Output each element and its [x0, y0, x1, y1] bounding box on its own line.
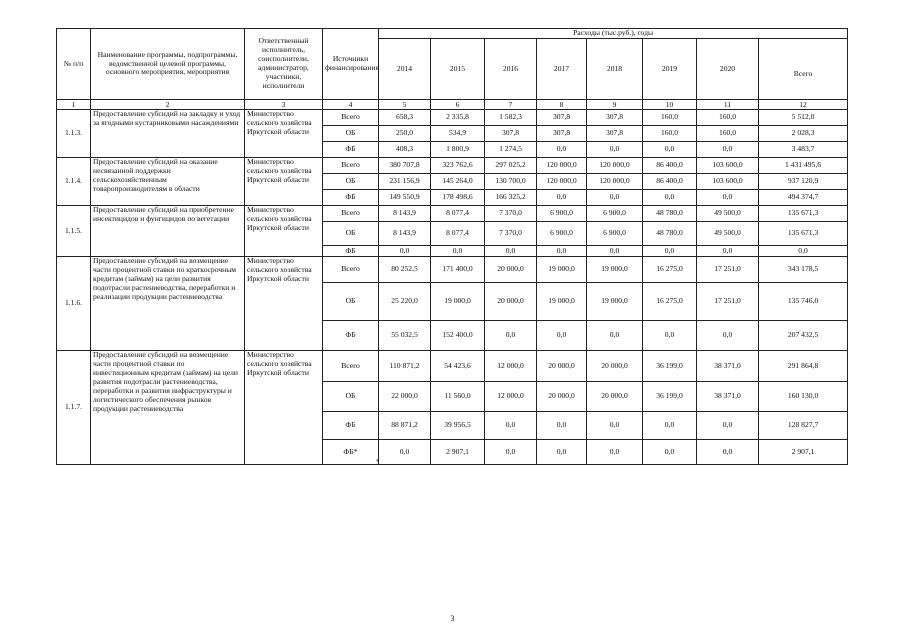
- amount-cell: 380 707,8: [379, 158, 431, 174]
- amount-cell: 231 156,9: [379, 174, 431, 190]
- amount-cell: 48 780,0: [643, 222, 697, 246]
- amount-cell: 20 000,0: [485, 283, 537, 321]
- amount-cell: 6 900,0: [587, 222, 643, 246]
- amount-cell: 0,0: [587, 246, 643, 257]
- amount-cell: 8 077,4: [431, 206, 485, 222]
- amount-cell: 16 275,0: [643, 257, 697, 283]
- amount-cell: 20 000,0: [537, 382, 587, 412]
- year-header: 2017: [537, 39, 587, 100]
- amount-cell: 0,0: [587, 321, 643, 351]
- amount-cell: 1 274,5: [485, 142, 537, 158]
- column-number: 9: [587, 100, 643, 110]
- table-row: [57, 351, 848, 382]
- item-name: Предоставление субсидий на возмещение части процентной ставки по инвестиционным кредитам (займам) на цели развития подотрасли растениеводства, переработки и развития инфраструктуры и логистического обеспечения рынков продукции растениеводства: [91, 351, 245, 465]
- amount-cell: 0,0: [697, 246, 759, 257]
- header-expenses: Расходы (тыс.руб.), годы: [379, 29, 848, 39]
- amount-cell: 0,0: [697, 142, 759, 158]
- amount-cell: 49 500,0: [697, 206, 759, 222]
- amount-cell: 5 512,0: [759, 110, 848, 126]
- column-number: 1: [57, 100, 91, 110]
- item-name: Предоставление субсидий на закладку и уход за ягодными кустарниковыми насаждениями: [91, 110, 245, 158]
- amount-cell: 297 025,2: [485, 158, 537, 174]
- amount-cell: 145 264,0: [431, 174, 485, 190]
- amount-cell: 48 780,0: [643, 206, 697, 222]
- amount-cell: 307,8: [587, 110, 643, 126]
- funding-source: ОБ: [323, 222, 379, 246]
- table-row: [57, 158, 848, 174]
- amount-cell: 0,0: [697, 440, 759, 465]
- amount-cell: 307,8: [587, 126, 643, 142]
- amount-cell: 0,0: [643, 440, 697, 465]
- amount-cell: 250,0: [379, 126, 431, 142]
- amount-cell: 20 000,0: [587, 382, 643, 412]
- amount-cell: 6 900,0: [537, 222, 587, 246]
- amount-cell: 38 371,0: [697, 382, 759, 412]
- amount-cell: 88 871,2: [379, 412, 431, 440]
- year-header: 2014: [379, 39, 431, 100]
- funding-source: ОБ: [323, 174, 379, 190]
- amount-cell: 0,0: [485, 321, 537, 351]
- column-number: 7: [485, 100, 537, 110]
- amount-cell: 128 827,7: [759, 412, 848, 440]
- funding-source: Всего: [323, 206, 379, 222]
- table-row: [57, 110, 848, 126]
- amount-cell: 0,0: [643, 321, 697, 351]
- column-number: 4: [323, 100, 379, 110]
- amount-cell: 152 400,0: [431, 321, 485, 351]
- amount-cell: 135 746,0: [759, 283, 848, 321]
- funding-source: ФБ: [323, 321, 379, 351]
- amount-cell: 0,0: [537, 190, 587, 206]
- amount-cell: 0,0: [485, 246, 537, 257]
- amount-cell: 1 800,9: [431, 142, 485, 158]
- amount-cell: 307,8: [485, 126, 537, 142]
- amount-cell: 130 700,0: [485, 174, 537, 190]
- amount-cell: 0,0: [643, 246, 697, 257]
- column-number: 5: [379, 100, 431, 110]
- amount-cell: 135 671,3: [759, 206, 848, 222]
- amount-cell: 120 000,0: [537, 158, 587, 174]
- amount-cell: 0,0: [697, 321, 759, 351]
- amount-cell: 38 371,0: [697, 351, 759, 382]
- amount-cell: 110 871,2: [379, 351, 431, 382]
- amount-cell: 0,0: [587, 142, 643, 158]
- amount-cell: 6 900,0: [537, 206, 587, 222]
- amount-cell: 160 130,0: [759, 382, 848, 412]
- amount-cell: 171 400,0: [431, 257, 485, 283]
- amount-cell: 19 000,0: [537, 257, 587, 283]
- amount-cell: 120 000,0: [587, 158, 643, 174]
- amount-cell: 0,0: [587, 440, 643, 465]
- amount-cell: 408,3: [379, 142, 431, 158]
- header-responsible: Ответственный исполнитель, соисполнители, администратор, участники, исполнители: [245, 29, 323, 100]
- amount-cell: 86 400,0: [643, 174, 697, 190]
- item-responsible: Министерство сельского хозяйства Иркутской области: [245, 257, 323, 351]
- amount-cell: 19 000,0: [431, 283, 485, 321]
- amount-cell: 17 251,0: [697, 283, 759, 321]
- budget-table: [56, 28, 848, 465]
- amount-cell: 0,0: [697, 412, 759, 440]
- item-name: Предоставление субсидий на приобретение инсектицидов и фунгицидов по вегетации: [91, 206, 245, 257]
- header-source: Источники финансирования: [323, 29, 379, 100]
- amount-cell: 19 000,0: [587, 283, 643, 321]
- amount-cell: 6 900,0: [587, 206, 643, 222]
- amount-cell: 20 000,0: [485, 257, 537, 283]
- funding-source: Всего: [323, 351, 379, 382]
- page-number: 3: [450, 614, 455, 623]
- table-row: [57, 206, 848, 222]
- amount-cell: 103 600,0: [697, 158, 759, 174]
- item-name: Предоставление субсидий на оказание несвязанной поддержки сельскохозяйственным товаропроизводителям в области: [91, 158, 245, 206]
- year-header: 2016: [485, 39, 537, 100]
- header-name: Наименование программы, подпрограммы, ведомственной целевой программы, основного мероприятия, мероприятия: [91, 29, 245, 100]
- amount-cell: 7 370,0: [485, 222, 537, 246]
- amount-cell: 0,0: [379, 440, 431, 465]
- amount-cell: 307,8: [537, 110, 587, 126]
- amount-cell: 7 370,0: [485, 206, 537, 222]
- funding-source: Всего: [323, 110, 379, 126]
- amount-cell: 80 252,5: [379, 257, 431, 283]
- amount-cell: 323 762,6: [431, 158, 485, 174]
- amount-cell: 207 432,5: [759, 321, 848, 351]
- amount-cell: 22 000,0: [379, 382, 431, 412]
- amount-cell: 120 000,0: [587, 174, 643, 190]
- amount-cell: 307,8: [537, 126, 587, 142]
- item-number: 1.1.7.: [57, 351, 91, 465]
- amount-cell: 11 560,0: [431, 382, 485, 412]
- funding-source: Всего: [323, 158, 379, 174]
- amount-cell: 19 000,0: [587, 257, 643, 283]
- item-name: Предоставление субсидий на возмещение части процентной ставки по краткосрочным кредитам (займам) на цели развития подотрасли растениеводства, переработки и реализации продукции растениеводства: [91, 257, 245, 351]
- table-row: [57, 257, 848, 283]
- amount-cell: 2 335,8: [431, 110, 485, 126]
- funding-source: ФБ*: [323, 440, 379, 465]
- amount-cell: 1 582,3: [485, 110, 537, 126]
- amount-cell: 534,9: [431, 126, 485, 142]
- amount-cell: 494 374,7: [759, 190, 848, 206]
- item-number: 1.1.5.: [57, 206, 91, 257]
- item-responsible: Министерство сельского хозяйства Иркутской области: [245, 351, 323, 465]
- amount-cell: 160,0: [643, 110, 697, 126]
- amount-cell: 2 907,1: [431, 440, 485, 465]
- amount-cell: 937 120,9: [759, 174, 848, 190]
- amount-cell: 0,0: [643, 190, 697, 206]
- amount-cell: 658,3: [379, 110, 431, 126]
- amount-cell: 0,0: [379, 246, 431, 257]
- amount-cell: 16 275,0: [643, 283, 697, 321]
- header-num: № п/п: [57, 29, 91, 100]
- amount-cell: 120 000,0: [537, 174, 587, 190]
- amount-cell: 12 000,0: [485, 351, 537, 382]
- amount-cell: 17 251,0: [697, 257, 759, 283]
- column-number: 11: [697, 100, 759, 110]
- amount-cell: 0,0: [759, 246, 848, 257]
- amount-cell: 20 000,0: [587, 351, 643, 382]
- amount-cell: 86 400,0: [643, 158, 697, 174]
- amount-cell: 149 550,9: [379, 190, 431, 206]
- column-number: 8: [537, 100, 587, 110]
- funding-source: ОБ: [323, 126, 379, 142]
- item-number: 1.1.6.: [57, 257, 91, 351]
- year-header: 2015: [431, 39, 485, 100]
- amount-cell: 1 431 495,6: [759, 158, 848, 174]
- item-responsible: Министерство сельского хозяйства Иркутской области: [245, 158, 323, 206]
- funding-source: ФБ: [323, 190, 379, 206]
- amount-cell: 0,0: [643, 142, 697, 158]
- amount-cell: 166 325,2: [485, 190, 537, 206]
- amount-cell: 12 000,0: [485, 382, 537, 412]
- funding-source: ФБ: [323, 412, 379, 440]
- footnote-mark: *: [376, 458, 380, 466]
- amount-cell: 54 423,6: [431, 351, 485, 382]
- amount-cell: 2 028,3: [759, 126, 848, 142]
- amount-cell: 0,0: [485, 412, 537, 440]
- year-header: 2020: [697, 39, 759, 100]
- funding-source: Всего: [323, 257, 379, 283]
- column-number: 6: [431, 100, 485, 110]
- year-header: Всего: [759, 39, 848, 100]
- amount-cell: 39 956,5: [431, 412, 485, 440]
- amount-cell: 0,0: [587, 190, 643, 206]
- amount-cell: 25 220,0: [379, 283, 431, 321]
- amount-cell: 135 671,3: [759, 222, 848, 246]
- amount-cell: 0,0: [537, 440, 587, 465]
- amount-cell: 291 864,8: [759, 351, 848, 382]
- amount-cell: 160,0: [697, 110, 759, 126]
- amount-cell: 0,0: [537, 246, 587, 257]
- amount-cell: 343 178,5: [759, 257, 848, 283]
- column-number: 3: [245, 100, 323, 110]
- item-responsible: Министерство сельского хозяйства Иркутской области: [245, 206, 323, 257]
- amount-cell: 8 077,4: [431, 222, 485, 246]
- amount-cell: 0,0: [697, 190, 759, 206]
- year-header: 2018: [587, 39, 643, 100]
- item-number: 1.1.3.: [57, 110, 91, 158]
- funding-source: ОБ: [323, 283, 379, 321]
- column-number: 10: [643, 100, 697, 110]
- amount-cell: 19 000,0: [537, 283, 587, 321]
- amount-cell: 8 143,9: [379, 222, 431, 246]
- amount-cell: 2 907,1: [759, 440, 848, 465]
- amount-cell: 36 199,0: [643, 351, 697, 382]
- item-responsible: Министерство сельского хозяйства Иркутской области: [245, 110, 323, 158]
- amount-cell: 0,0: [643, 412, 697, 440]
- funding-source: ОБ: [323, 382, 379, 412]
- amount-cell: 0,0: [537, 412, 587, 440]
- year-header: 2019: [643, 39, 697, 100]
- amount-cell: 103 600,0: [697, 174, 759, 190]
- amount-cell: 20 000,0: [537, 351, 587, 382]
- amount-cell: 8 143,9: [379, 206, 431, 222]
- amount-cell: 55 032,5: [379, 321, 431, 351]
- amount-cell: 0,0: [537, 142, 587, 158]
- amount-cell: 160,0: [643, 126, 697, 142]
- amount-cell: 160,0: [697, 126, 759, 142]
- column-number: 2: [91, 100, 245, 110]
- amount-cell: 0,0: [537, 321, 587, 351]
- amount-cell: 36 199,0: [643, 382, 697, 412]
- item-number: 1.1.4.: [57, 158, 91, 206]
- funding-source: ФБ: [323, 142, 379, 158]
- column-number: 12: [759, 100, 848, 110]
- funding-source: ФБ: [323, 246, 379, 257]
- amount-cell: 0,0: [587, 412, 643, 440]
- amount-cell: 0,0: [485, 440, 537, 465]
- amount-cell: 0,0: [431, 246, 485, 257]
- amount-cell: 3 483,7: [759, 142, 848, 158]
- amount-cell: 178 498,6: [431, 190, 485, 206]
- amount-cell: 49 500,0: [697, 222, 759, 246]
